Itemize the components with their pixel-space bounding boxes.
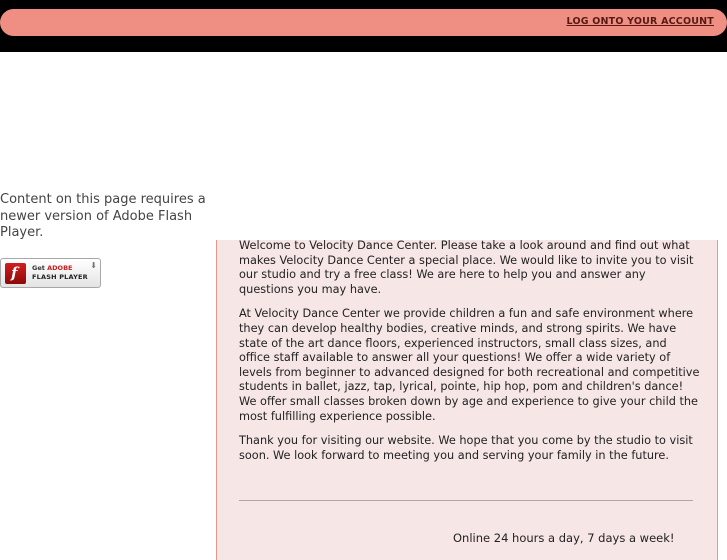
thank-you-paragraph: Thank you for visiting our website. We hope that you come by the studio to visit soon. We look forward to meeting you and serving your family in the future. [239,434,693,462]
about-paragraph: At Velocity Dance Center we provide children a fun and safe environment where they can develop healthy bodies, creative minds, and strong spirits. We have state of the art dance floors, experienced instructors, small class sizes, and office staff available to answer all your questions! We offer a wide variety of levels from beginner to advanced designed for both recreational and competitive students in ballet, jazz, tap, lyrical, pointe, hip hop, pom and children's dance! We offer small classes broken down by age and experience to give your child the most fulfilling experience possible. [239,307,700,423]
download-arrow-icon: ⬇ [90,261,97,270]
flash-logo-icon: f [5,263,26,284]
get-flash-player-button[interactable] [0,258,101,288]
main-content [239,239,701,473]
header-pill [0,9,727,36]
welcome-paragraph: Welcome to Velocity Dance Center. Please take a look around and find out what makes Velocity Dance Center a special place. We would like to invite you to visit our studio and try a free class! We are here to help you and answer any questions you may have. [239,239,694,296]
login-link[interactable]: LOG ONTO YOUR ACCOUNT [566,16,714,27]
top-bar [0,0,727,52]
flash-required-message: Content on this page requires a newer version of Adobe Flash Player. [0,192,206,240]
flash-button-line2: FLASH PLAYER [32,273,88,281]
flash-button-line1: Get ADOBE [32,264,73,272]
divider [239,500,693,501]
online-note: Online 24 hours a day, 7 days a week! [453,531,675,545]
